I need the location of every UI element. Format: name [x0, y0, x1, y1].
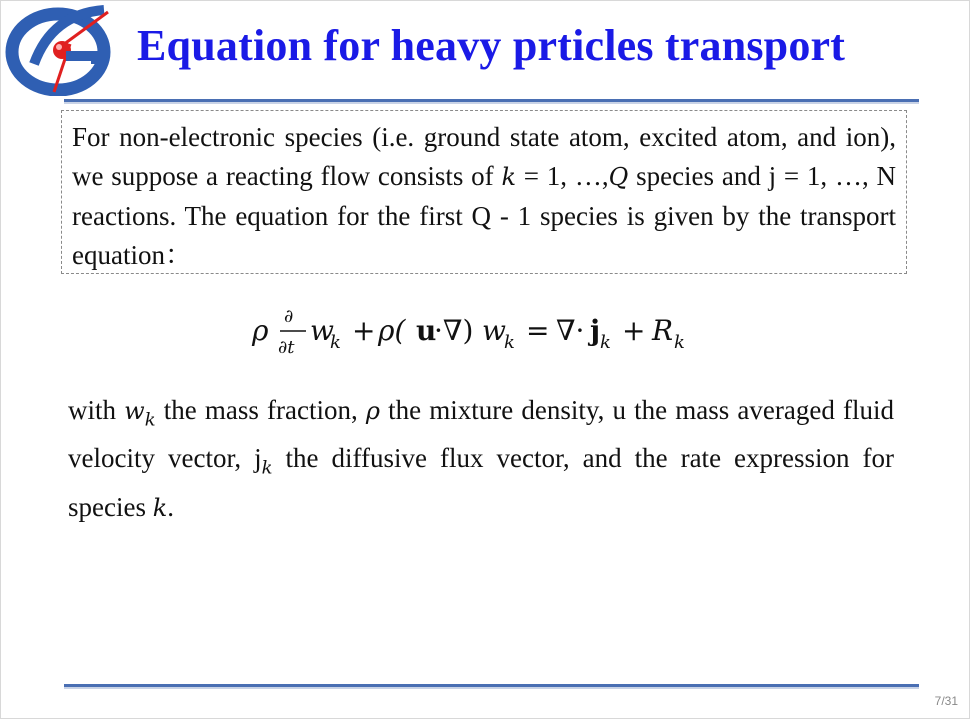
transport-equation [250, 296, 730, 366]
desc-text-2: the mass fraction, [155, 395, 366, 425]
desc-k-symbol: k [152, 493, 168, 522]
desc-text-1: with [68, 395, 125, 425]
intro-paragraph [72, 118, 896, 275]
intro-q-symbol: Q [608, 163, 629, 191]
eq-rho: ρ [252, 314, 269, 347]
intro-text-3: species and j = 1, …, N reactions. The equation for the first Q - 1 species is given by the transport equation： [72, 161, 896, 270]
intro-text-box [61, 110, 907, 274]
title-divider-shadow [64, 102, 919, 104]
eq-plus1: + [352, 314, 376, 347]
slide-title: Equation for heavy prticles transport [137, 21, 846, 70]
eq-partial-den: ∂t [278, 337, 295, 358]
desc-text-4: the diffusive flux vector, and the rate expression for species [68, 443, 895, 522]
eq-k4: k [674, 332, 685, 353]
desc-j-subscript: k [261, 457, 273, 479]
eq-j: j [590, 314, 601, 347]
eq-equals: = [526, 314, 550, 347]
footer-divider-shadow [64, 687, 919, 689]
desc-w-subscript: k [144, 409, 156, 431]
eq-k1: k [330, 332, 341, 353]
eq-dot-nabla: ·∇) [434, 314, 474, 347]
desc-text-3: the mixture density, u the mass averaged fluid velocity vector, j [68, 395, 894, 474]
intro-text-1: For non-electronic species (i.e. ground state atom, excited atom, and ion), we suppose a reacting flow consists of [72, 122, 896, 191]
page-number: 7/31 [934, 694, 958, 708]
intro-k-symbol: k [501, 163, 516, 191]
eq-plus2: + [622, 314, 646, 347]
eq-w1: w [310, 314, 334, 347]
eq-k3: k [600, 332, 611, 353]
eq-k2: k [504, 332, 515, 353]
eq-R: R [652, 314, 674, 347]
eq-w2: w [482, 314, 506, 347]
eq-u: u [416, 314, 437, 347]
institution-logo-icon [4, 4, 120, 96]
description-paragraph [68, 391, 894, 528]
eq-nabla-dot: ∇· [556, 314, 585, 347]
desc-w-symbol: w [124, 397, 145, 425]
desc-rho-symbol: ρ [365, 397, 380, 425]
eq-partial-num: ∂ [284, 306, 294, 327]
intro-text-2: = 1, …, [515, 161, 609, 191]
eq-rho2: ρ( [378, 314, 406, 347]
desc-text-5: . [167, 491, 175, 522]
